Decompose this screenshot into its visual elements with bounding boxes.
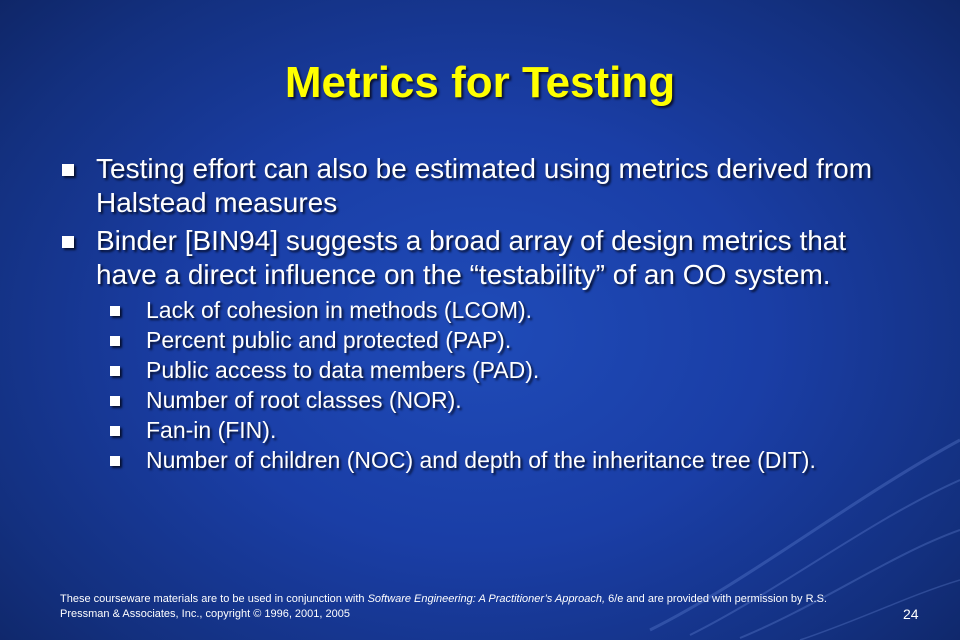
square-bullet-icon [110, 306, 120, 316]
slide-title: Metrics for Testing [284, 58, 676, 107]
sub-bullet-text: Percent public and protected (PAP). [146, 327, 512, 353]
sub-bullet-item [106, 298, 910, 322]
footer-prefix: These courseware materials are to be used in conjunction with [60, 593, 368, 605]
bullet-text: Binder [BIN94] suggests a broad array of design metrics that have a direct influence on the “testability” of an OO system. [96, 225, 847, 290]
square-bullet-icon [62, 236, 74, 248]
sub-bullet-text: Public access to data members (PAD). [146, 357, 540, 383]
footer-suffix: 6/e and are provided with permission by R.S. Pressman & Associates, Inc., copyright © 1996, 2001, 2005 [60, 593, 827, 620]
sub-bullet-list [96, 298, 910, 472]
square-bullet-icon [110, 336, 120, 346]
sub-bullet-text: Fan-in (FIN). [146, 417, 277, 443]
square-bullet-icon [110, 366, 120, 376]
sub-bullet-text: Lack of cohesion in methods (LCOM). [146, 297, 533, 323]
sub-bullet-item [106, 448, 910, 472]
sub-bullet-item [106, 358, 910, 382]
bullet-item [60, 152, 910, 220]
bullet-list [60, 152, 910, 478]
sub-bullet-text: Number of root classes (NOR). [146, 387, 462, 413]
page-number: 24 [903, 606, 919, 622]
square-bullet-icon [62, 164, 74, 176]
sub-bullet-text: Number of children (NOC) and depth of the inheritance tree (DIT). [146, 447, 816, 473]
sub-bullet-item [106, 328, 910, 352]
sub-bullet-item [106, 418, 910, 442]
sub-bullet-item [106, 388, 910, 412]
footer-text [60, 592, 860, 622]
bullet-item [60, 224, 910, 472]
square-bullet-icon [110, 456, 120, 466]
square-bullet-icon [110, 426, 120, 436]
footer-book-title: Software Engineering: A Practitioner’s Approach, [367, 593, 606, 605]
square-bullet-icon [110, 396, 120, 406]
bullet-text: Testing effort can also be estimated using metrics derived from Halstead measures [96, 153, 873, 218]
